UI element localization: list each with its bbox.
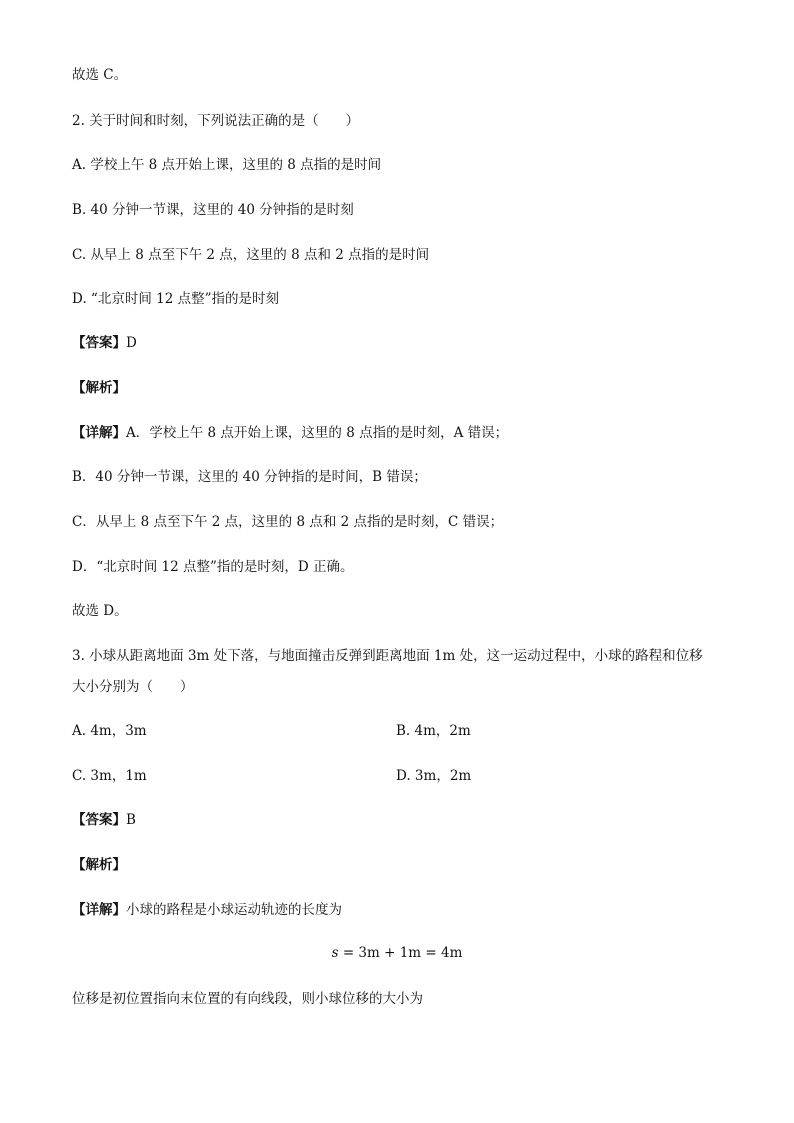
conclusion-previous: 故选 C。 xyxy=(72,67,128,83)
question-2-answer xyxy=(72,334,137,352)
question-2-detail-a xyxy=(72,424,508,442)
answer-value: D xyxy=(126,335,137,351)
question-2-detail-d: D．“北京时间 12 点整”指的是时刻，D 正确。 xyxy=(72,559,354,575)
formula-expression: = 3m + 1m = 4m xyxy=(338,945,463,961)
question-3-detail-line2: 位移是初位置指向末位置的有向线段，则小球位移的大小为 xyxy=(72,991,423,1007)
question-3-detail-line1 xyxy=(72,901,342,919)
detail-tag: 【详解】 xyxy=(72,425,126,441)
question-3-stem-line1: 3. 小球从距离地面 3m 处下落，与地面撞击反弹到距离地面 1m 处，这一运动过程中，小球的路程和位移 xyxy=(72,648,703,664)
question-3-stem-line2: 大小分别为（ ） xyxy=(72,679,194,695)
question-2-detail-c: C．从早上 8 点至下午 2 点，这里的 8 点和 2 点指的是时刻，C 错误； xyxy=(72,514,504,530)
question-2-detail-b: B．40 分钟一节课，这里的 40 分钟指的是时间，B 错误； xyxy=(72,469,427,485)
detail-line1-text: 小球的路程是小球运动轨迹的长度为 xyxy=(126,902,342,918)
question-2-stem: 2. 关于时间和时刻，下列说法正确的是（ ） xyxy=(72,113,360,129)
answer-tag: 【答案】 xyxy=(72,335,126,351)
question-2-option-c: C. 从早上 8 点至下午 2 点，这里的 8 点和 2 点指的是时间 xyxy=(72,247,430,263)
question-2-option-d: D. “北京时间 12 点整”指的是时刻 xyxy=(72,291,279,307)
question-2-conclusion: 故选 D。 xyxy=(72,603,128,619)
formula-variable: s xyxy=(331,945,339,961)
question-3-option-b: B. 4m，2m xyxy=(396,723,471,739)
question-3-analysis-tag: 【解析】 xyxy=(72,857,126,873)
question-3-option-d: D. 3m，2m xyxy=(396,768,472,784)
detail-a-text: A．学校上午 8 点开始上课，这里的 8 点指的是时刻，A 错误； xyxy=(126,425,509,441)
detail-tag: 【详解】 xyxy=(72,902,126,918)
question-3-option-a: A. 4m，3m xyxy=(72,723,147,739)
answer-tag: 【答案】 xyxy=(72,812,126,828)
question-2-option-b: B. 40 分钟一节课，这里的 40 分钟指的是时刻 xyxy=(72,202,354,218)
question-3-option-c: C. 3m，1m xyxy=(72,768,147,784)
answer-value: B xyxy=(126,812,136,828)
question-3-answer xyxy=(72,811,136,829)
question-2-option-a: A. 学校上午 8 点开始上课，这里的 8 点指的是时间 xyxy=(72,157,382,173)
path-length-formula xyxy=(0,944,794,962)
question-2-analysis-tag: 【解析】 xyxy=(72,380,126,396)
